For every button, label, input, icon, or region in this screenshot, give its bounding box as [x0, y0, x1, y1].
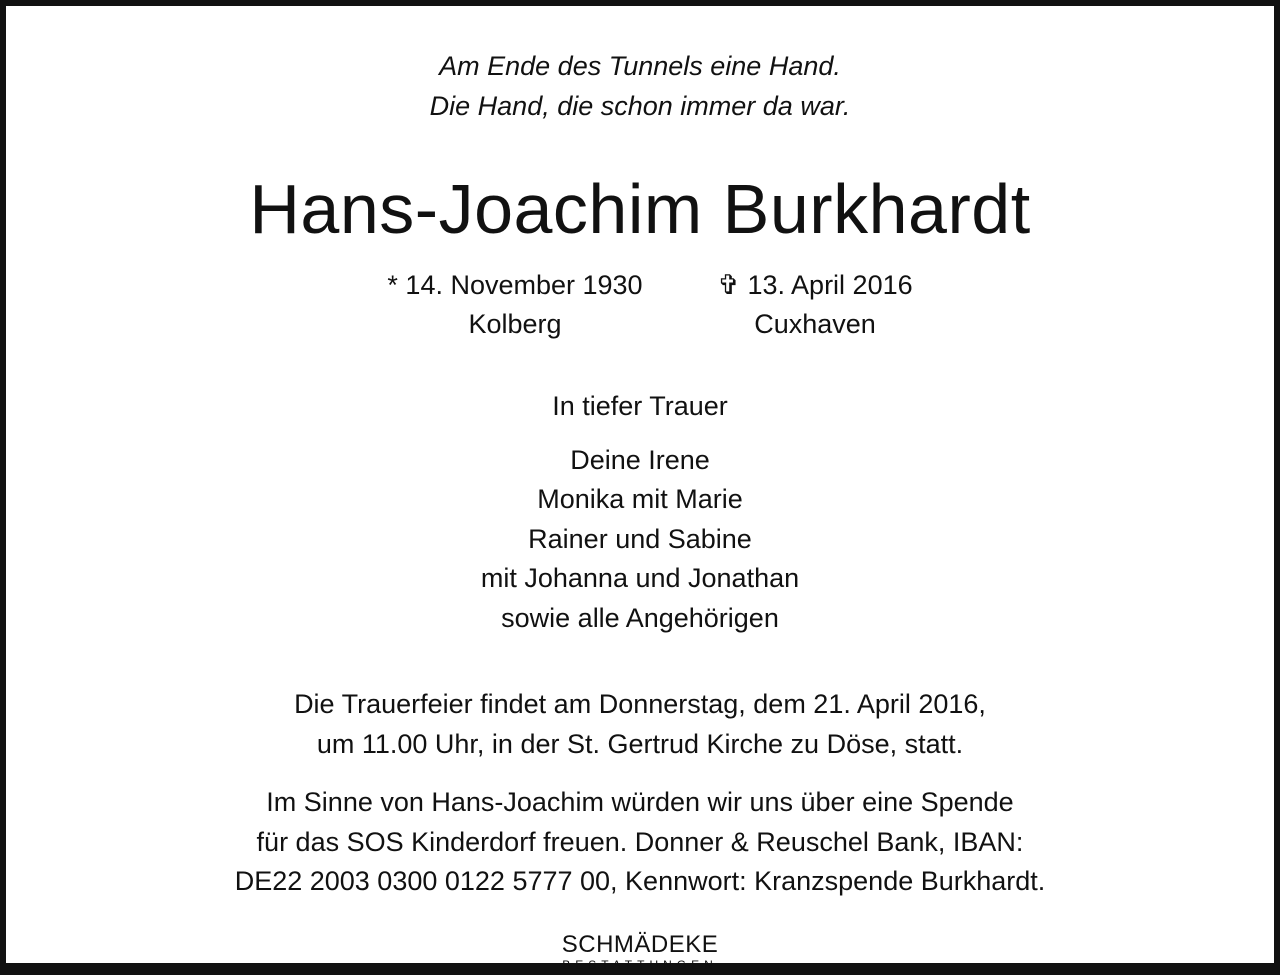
mourner-line: sowie alle Angehörigen [501, 602, 779, 633]
motto [0, 46, 1280, 126]
logo-sub-text: BESTATTUNGEN [562, 958, 718, 972]
mourner-line: Deine Irene [570, 445, 710, 475]
donation-line-3: DE22 2003 0300 0122 5777 00, Kennwort: Kranzspende Burkhardt. [234, 866, 1046, 896]
funeral-home-logo [538, 928, 742, 972]
mourning-intro: In tiefer Trauer [552, 391, 728, 421]
death-date: ✞ 13. April 2016 [717, 270, 913, 300]
donation-line-1: Im Sinne von Hans-Joachim würden wir uns über eine Spende [266, 787, 1014, 817]
motto-line-2: Die Hand, die schon immer da war. [429, 91, 851, 121]
death-place: Cuxhaven [754, 309, 876, 339]
mourners-list [0, 441, 1280, 638]
birth-info [340, 266, 690, 344]
death-info [660, 266, 970, 344]
donation-info [0, 783, 1280, 902]
logo-main-text: SCHMÄDEKE [561, 931, 719, 958]
mourner-line: mit Johanna und Jonathan [480, 563, 800, 594]
mourner-line: Rainer und Sabine [528, 523, 752, 554]
ceremony-line-2: um 11.00 Uhr, in der St. Gertrud Kirche zu Döse, statt. [316, 728, 964, 759]
donation-line-2: für das SOS Kinderdorf freuen. Donner & Reuschel Bank, IBAN: [256, 826, 1024, 857]
birth-place: Kolberg [468, 309, 562, 339]
ceremony-info [0, 685, 1280, 764]
ceremony-line-1: Die Trauerfeier findet am Donnerstag, dem 21. April 2016, [294, 689, 986, 719]
motto-line-1: Am Ende des Tunnels eine Hand. [439, 51, 841, 81]
mourner-line: Monika mit Marie [537, 484, 743, 515]
birth-date: * 14. November 1930 [387, 270, 643, 300]
deceased-name: Hans-Joachim Burkhardt [249, 170, 1031, 248]
